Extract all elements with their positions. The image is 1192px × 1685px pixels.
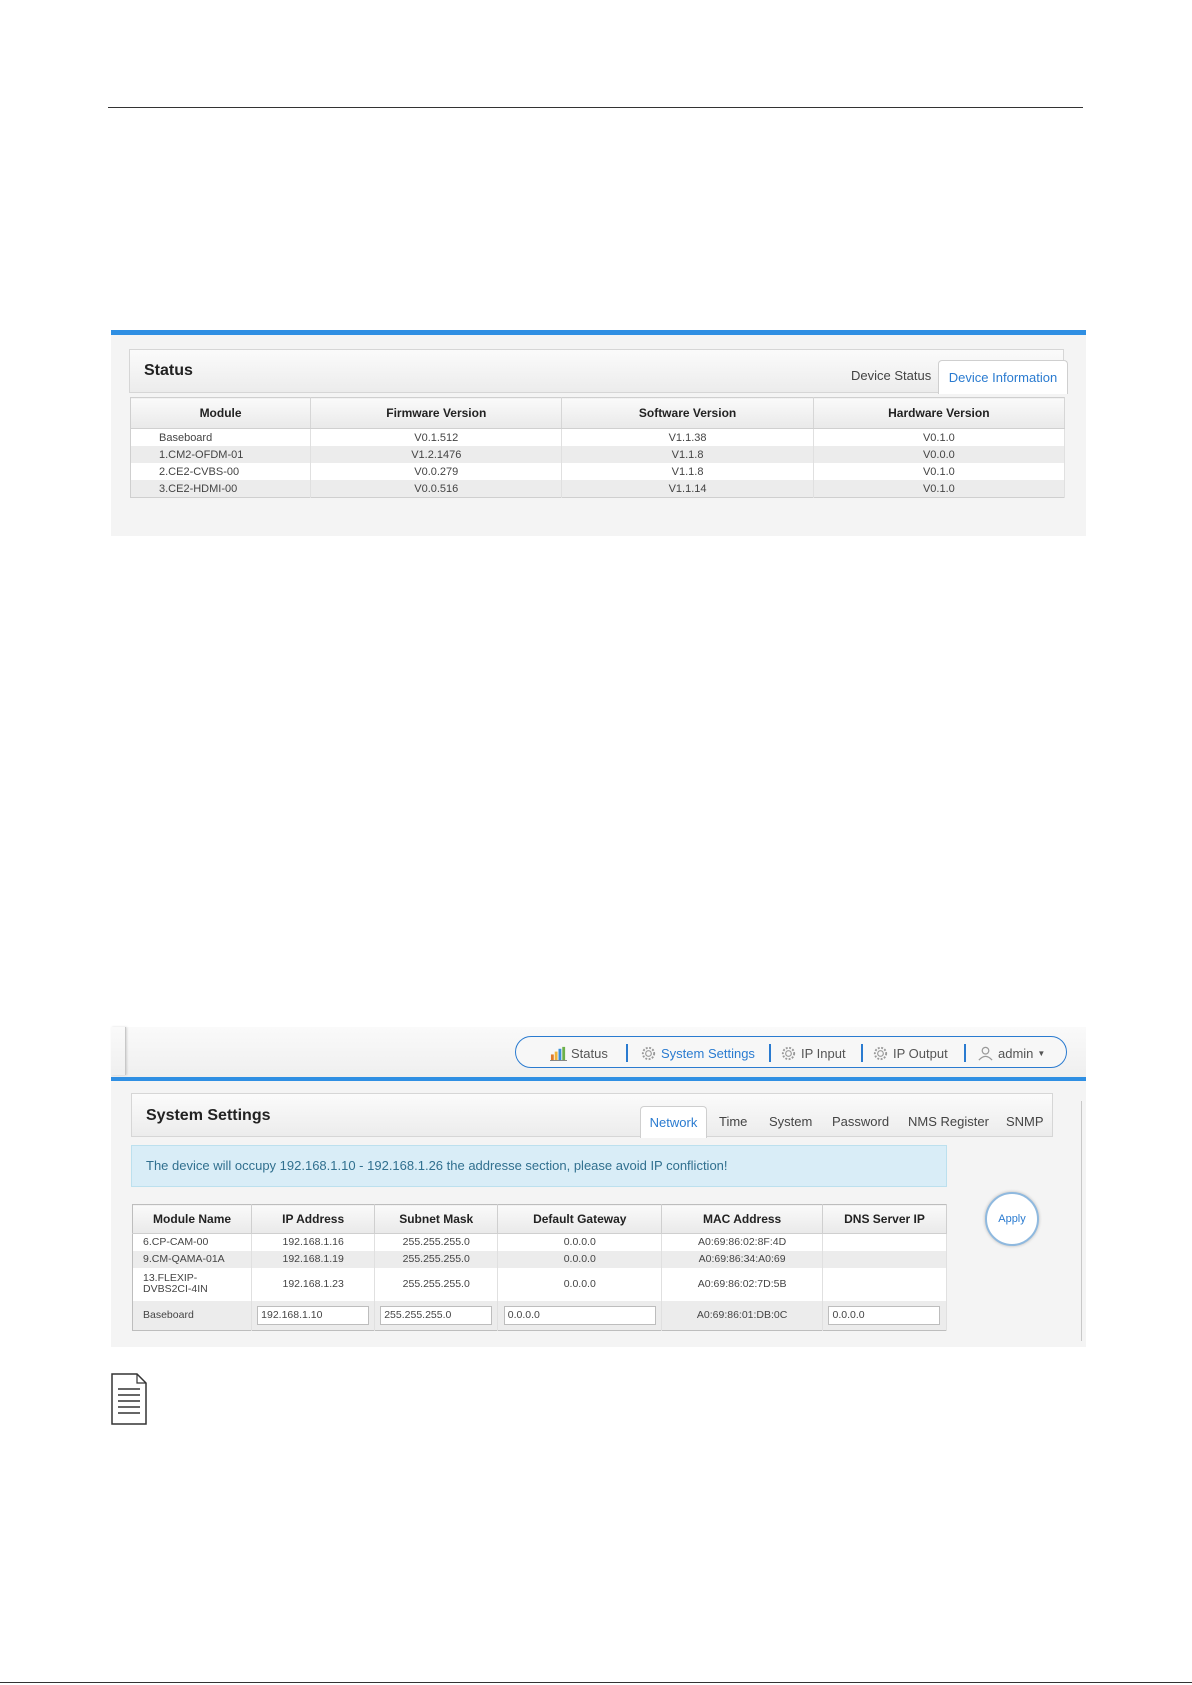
module-name-cell: 13.FLEXIP- DVBS2CI-4IN [133,1268,252,1301]
hardware-cell: V0.1.0 [813,429,1064,447]
gateway-cell: 0.0.0.0 [498,1234,662,1251]
hardware-cell: V0.1.0 [813,480,1064,498]
baseboard-dns-input[interactable] [828,1306,940,1325]
module-cell: 1.CM2-OFDM-01 [131,446,311,463]
hardware-cell: V0.1.0 [813,463,1064,480]
table-row-baseboard [133,1301,947,1331]
table-row [133,1234,947,1251]
scrollbar-edge [1081,1101,1086,1341]
dns-cell [822,1234,946,1251]
firmware-cell: V0.0.279 [311,463,562,480]
column-header: Hardware Version [813,398,1064,429]
tab-system[interactable]: System [769,1114,813,1129]
table-row [131,480,1065,498]
tab-snmp[interactable]: SNMP [1006,1114,1044,1129]
sidebar-edge [111,1027,126,1075]
nav-ip-output-label: IP Output [893,1046,948,1061]
gear-icon [872,1045,889,1062]
mask-cell: 255.255.255.0 [375,1234,498,1251]
dns-cell [822,1251,946,1268]
tab-nms-register[interactable]: NMS Register [908,1114,989,1129]
software-cell: V1.1.8 [562,463,813,480]
mac-cell: A0:69:86:01:DB:0C [662,1301,823,1331]
nav-ip-output[interactable] [872,1045,948,1062]
network-table [132,1204,947,1331]
firmware-cell: V0.0.516 [311,480,562,498]
software-cell: V1.1.8 [562,446,813,463]
software-cell: V1.1.14 [562,480,813,498]
panel-title: System Settings [146,1107,271,1124]
caret-down-icon: ▼ [1037,1049,1046,1058]
module-name-cell: 6.CP-CAM-00 [133,1234,252,1251]
user-menu[interactable] [977,1045,1045,1062]
column-header: Software Version [562,398,813,429]
nav-separator [769,1044,771,1062]
baseboard-mask-input[interactable] [380,1306,492,1325]
nav-status-label: Status [571,1046,608,1061]
main-nav [515,1036,1067,1068]
status-screenshot [111,330,1086,536]
mask-cell: 255.255.255.0 [375,1251,498,1268]
table-row [131,463,1065,480]
tab-time[interactable]: Time [719,1114,748,1129]
page-footer-rule [0,1682,1192,1683]
column-header: Firmware Version [311,398,562,429]
user-icon [977,1045,994,1062]
column-header: Default Gateway [498,1205,662,1234]
firmware-cell: V0.1.512 [311,429,562,447]
panel-title: Status [144,362,193,379]
nav-status[interactable] [550,1045,608,1062]
mac-cell: A0:69:86:34:A0:69 [662,1251,823,1268]
nav-separator [861,1044,863,1062]
software-cell: V1.1.38 [562,429,813,447]
gear-icon [640,1045,657,1062]
gateway-cell: 0.0.0.0 [498,1251,662,1268]
note-icon [111,1373,147,1425]
user-menu-label: admin [998,1046,1034,1061]
nav-separator [964,1044,966,1062]
ip-cell: 192.168.1.23 [252,1268,375,1301]
gateway-cell: 0.0.0.0 [498,1268,662,1301]
status-panel-header [129,349,1064,393]
nav-accent-bar [111,1077,1086,1081]
module-cell: 3.CE2-HDMI-00 [131,480,311,498]
module-name-cell: 9.CM-QAMA-01A [133,1251,252,1268]
mac-cell: A0:69:86:02:7D:5B [662,1268,823,1301]
table-row [131,446,1065,463]
ip-range-alert: The device will occupy 192.168.1.10 - 192.168.1.26 the addresse section, please avoid IP confliction! [131,1145,947,1187]
nav-system-settings-label: System Settings [661,1046,755,1061]
nav-separator [626,1044,628,1062]
module-name-cell: Baseboard [133,1301,252,1331]
ip-cell: 192.168.1.19 [252,1251,375,1268]
module-cell: 2.CE2-CVBS-00 [131,463,311,480]
column-header: Module Name [133,1205,252,1234]
column-header: Module [131,398,311,429]
dns-cell [822,1268,946,1301]
column-header: MAC Address [662,1205,823,1234]
column-header: IP Address [252,1205,375,1234]
device-info-table [130,397,1065,498]
table-row [131,429,1065,447]
baseboard-gateway-input[interactable] [504,1306,656,1325]
mac-cell: A0:69:86:02:8F:4D [662,1234,823,1251]
apply-button[interactable]: Apply [985,1192,1039,1246]
nav-ip-input[interactable] [780,1045,846,1062]
nav-ip-input-label: IP Input [801,1046,846,1061]
page-header-rule [108,107,1083,108]
ip-cell: 192.168.1.16 [252,1234,375,1251]
system-settings-screenshot [111,1027,1086,1347]
tab-device-status[interactable]: Device Status [851,368,932,383]
tab-device-information[interactable]: Device Information [938,360,1068,394]
table-row [133,1268,947,1301]
mask-cell: 255.255.255.0 [375,1268,498,1301]
hardware-cell: V0.0.0 [813,446,1064,463]
column-header: DNS Server IP [822,1205,946,1234]
settings-panel-header [131,1093,1053,1137]
gear-icon [780,1045,797,1062]
tab-network[interactable]: Network [640,1106,707,1138]
column-header: Subnet Mask [375,1205,498,1234]
top-navbar [111,1027,1086,1077]
tab-password[interactable]: Password [832,1114,890,1129]
module-cell: Baseboard [131,429,311,447]
firmware-cell: V1.2.1476 [311,446,562,463]
nav-system-settings[interactable] [640,1045,755,1062]
baseboard-ip-input[interactable] [257,1306,369,1325]
bar-chart-icon [550,1045,567,1062]
table-row [133,1251,947,1268]
